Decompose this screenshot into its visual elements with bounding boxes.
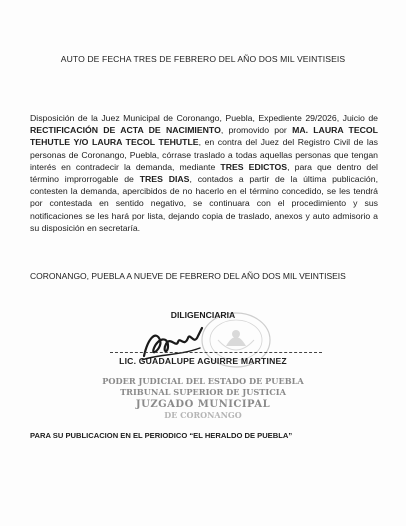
signature-line (110, 352, 322, 353)
body-part: , contados a partir de la última publicación, contesten la demanda, apercibidos de no hacerlo en el término concedido, se les tendrá por contestada en sentido negativo, se continuara con el procedimiento y sus notificaciones se les hará por lista, dejando copia de traslado, anexos y auto admisorio a su disposición en secretaría. (30, 174, 378, 233)
body-bold-part: TRES EDICTOS (220, 161, 288, 172)
stamp-line-3: JUZGADO MUNICIPAL (135, 399, 271, 410)
body-part: , promovido por (220, 125, 293, 136)
document-title: AUTO DE FECHA TRES DE FEBRERO DEL AÑO DOS MIL VEINTISEIS (60, 54, 346, 64)
body-bold-part: MA. LAURA TECOL TEHUTLE Y/O LAURA TECOL TEHUTLE (30, 125, 378, 148)
document-body (30, 112, 378, 234)
body-part: Disposición de la Juez Municipal de Coronango, Puebla, Expediente 29/2026, Juicio de (30, 113, 378, 123)
body-bold-part: RECTIFICACIÓN DE ACTA DE NACIMIENTO (30, 125, 221, 136)
place-date: CORONANGO, PUEBLA A NUEVE DE FEBRERO DEL AÑO DOS MIL VEINTISEIS (30, 271, 346, 281)
court-stamp (0, 376, 406, 419)
stamp-line-2: TRIBUNAL SUPERIOR DE JUSTICIA (120, 387, 286, 397)
stamp-line-1: PODER JUDICIAL DEL ESTADO DE PUEBLA (102, 376, 304, 386)
signer-name: LIC. GUADALUPE AGUIRRE MARTINEZ (119, 356, 287, 366)
publication-note: PARA SU PUBLICACION EN EL PERIODICO “EL HERALDO DE PUEBLA” (30, 431, 293, 440)
body-part: , en contra del Juez del Registro Civil de las personas de Coronango, Puebla, córrase traslado a todas aquellas personas que tengan interés en contradecir la demanda, mediante (30, 137, 379, 172)
body-part: , para que dentro del término improrrogable de (30, 161, 378, 185)
body-bold-part: TRES DIAS (139, 174, 190, 185)
stamp-line-4: DE CORONANGO (164, 410, 242, 420)
signer-role: DILIGENCIARIA (170, 310, 236, 320)
